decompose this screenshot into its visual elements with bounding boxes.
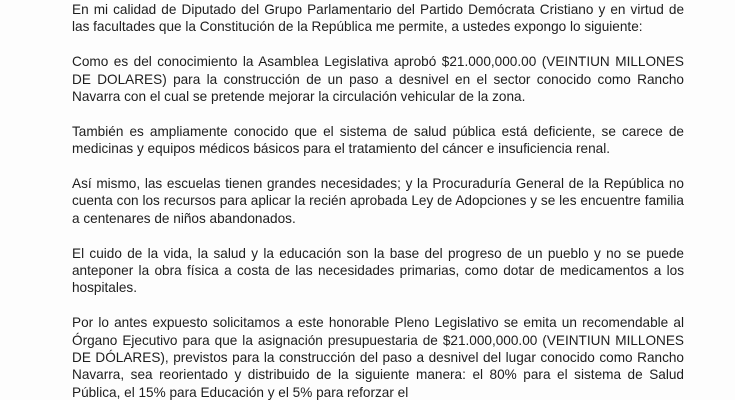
paragraph-schools-adoptions: Así mismo, las escuelas tienen grandes necesidades; y la Procuraduría General de la República no cuenta con los recursos para aplicar la recién aprobada Ley de Adopciones y se les encuentre familia a centenares de niños abandonados. [72, 176, 684, 226]
document-body [72, 1, 684, 400]
paragraph-request: Por lo antes expuesto solicitamos a este honorable Pleno Legislativo se emita un recomendable al Órgano Ejecutivo para que la asignación presupuestaria de $21.000,000.00 (VEINTIUN MILLONES DE DÓLARES), previstos para la construcción del paso a desnivel del lugar conocido como Rancho Navarra, sea reorientado y distribuido de la siguiente manera: el 80% para el sistema de Salud Pública, el 15% para Educación y el 5% para reforzar el [72, 315, 684, 400]
paragraph-priorities: El cuido de la vida, la salud y la educación son la base del progreso de un pueblo y no se puede anteponer la obra física a costa de las necesidades primarias, como dotar de medicamentos a los hospitales. [72, 245, 684, 296]
paragraph-overpass-budget: Como es del conocimiento la Asamblea Legislativa aprobó $21.000,000.00 (VEINTIUN MILLONES DE DOLARES) para la construcción de un paso a desnivel en el sector conocido como Rancho Navarra con el cual se pretende mejorar la circulación vehicular de la zona. [72, 54, 684, 105]
paragraph-health-system: También es ampliamente conocido que el sistema de salud pública está deficiente, se carece de medicinas y equipos médicos básicos para el tratamiento del cáncer e insuficiencia renal. [72, 123, 684, 157]
paragraph-intro: En mi calidad de Diputado del Grupo Parlamentario del Partido Demócrata Cristiano y en virtud de las facultades que la Constitución de la República me permite, a ustedes expongo lo siguiente: [72, 2, 684, 35]
